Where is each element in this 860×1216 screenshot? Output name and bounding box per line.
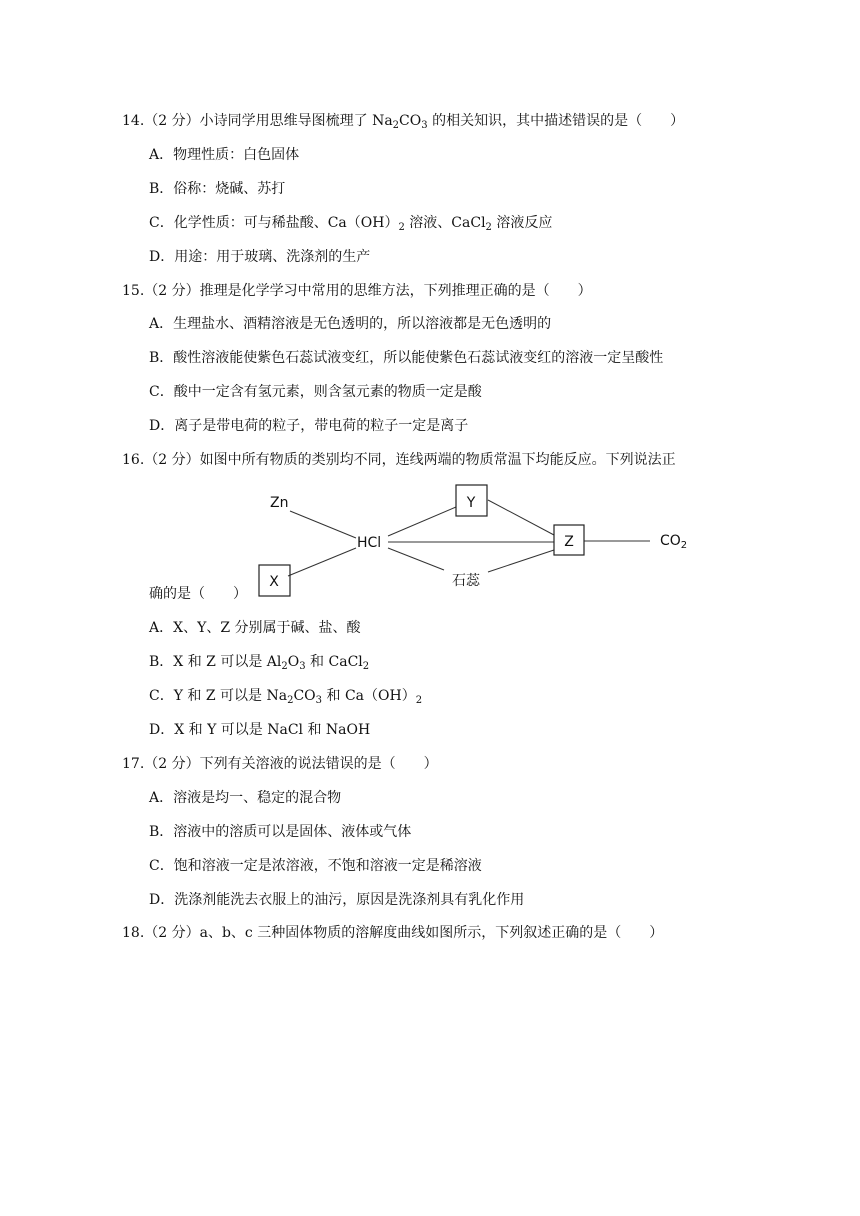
line-y-z	[488, 500, 554, 535]
line-litmus-z	[488, 550, 554, 572]
q15-option-b: B．酸性溶液能使紫色石蕊试液变红，所以能使紫色石蕊试液变红的溶液一定呈酸性	[149, 350, 664, 366]
q15-option-d: D．离子是带电荷的粒子，带电荷的粒子一定是离子	[149, 418, 469, 434]
line-zn-hcl	[290, 511, 356, 538]
q14-option-b: B．俗称：烧碱、苏打	[149, 181, 286, 197]
label-x: X	[269, 574, 279, 590]
q16-stem: 16.（2 分）如图中所有物质的类别均不同，连线两端的物质常温下均能反应。下列说法正	[122, 452, 676, 468]
q17-option-c: C．饱和溶液一定是浓溶液，不饱和溶液一定是稀溶液	[149, 858, 482, 874]
q16-option-c: C．Y 和 Z 可以是 $Na_2CO_3$ 和 $Ca(OH)_2$	[149, 688, 423, 706]
q14-option-c: C．化学性质：可与稀盐酸、$Ca(OH)_2$ 溶液、CaCl$_2$ 溶液反应	[149, 215, 553, 233]
q16-option-b: B．X 和 Z 可以是 $Al_2O_3$ 和 CaCl$_2$	[149, 654, 370, 672]
q18-stem: 18.（2 分）a、b、c 三种固体物质的溶解度曲线如图所示，下列叙述正确的是（ ）	[122, 925, 664, 941]
label-zn: Zn	[270, 495, 289, 511]
q15-option-c: C．酸中一定含有氢元素，则含氢元素的物质一定是酸	[149, 384, 482, 400]
q14-option-a: A．物理性质：白色固体	[149, 147, 300, 163]
line-hcl-y	[388, 507, 456, 536]
q15-option-a: A．生理盐水、酒精溶液是无色透明的，所以溶液都是无色透明的	[149, 316, 552, 332]
line-x-hcl	[288, 548, 356, 576]
label-y: Y	[466, 495, 476, 511]
q17-option-a: A．溶液是均一、稳定的混合物	[149, 790, 342, 806]
label-hcl: HCl	[357, 535, 382, 551]
q17-option-b: B．溶液中的溶质可以是固体、液体或气体	[149, 824, 412, 840]
line-hcl-litmus	[388, 548, 444, 570]
label-co2: $CO_2$	[660, 533, 688, 551]
q16-stem-continued: 确的是（ ）	[149, 586, 247, 602]
label-z: Z	[564, 534, 574, 550]
q14-option-d: D．用途：用于玻璃、洗涤剂的生产	[149, 249, 371, 265]
label-litmus: 石蕊	[452, 573, 480, 589]
reaction-diagram	[240, 480, 710, 610]
q16-option-a: A．X、Y、Z 分别属于碱、盐、酸	[149, 620, 361, 636]
connection-lines	[288, 500, 650, 576]
q15-stem: 15.（2 分）推理是化学学习中常用的思维方法，下列推理正确的是（ ）	[122, 283, 592, 299]
q17-option-d: D．洗涤剂能洗去衣服上的油污，原因是洗涤剂具有乳化作用	[149, 892, 525, 908]
q17-stem: 17.（2 分）下列有关溶液的说法错误的是（ ）	[122, 756, 438, 772]
q14-stem: 14.（2 分）小诗同学用思维导图梳理了 $Na_2CO_3$ 的相关知识，其中描述错误的是（ ）	[122, 113, 685, 131]
q16-option-d: D．X 和 Y 可以是 NaCl 和 NaOH	[149, 722, 371, 738]
